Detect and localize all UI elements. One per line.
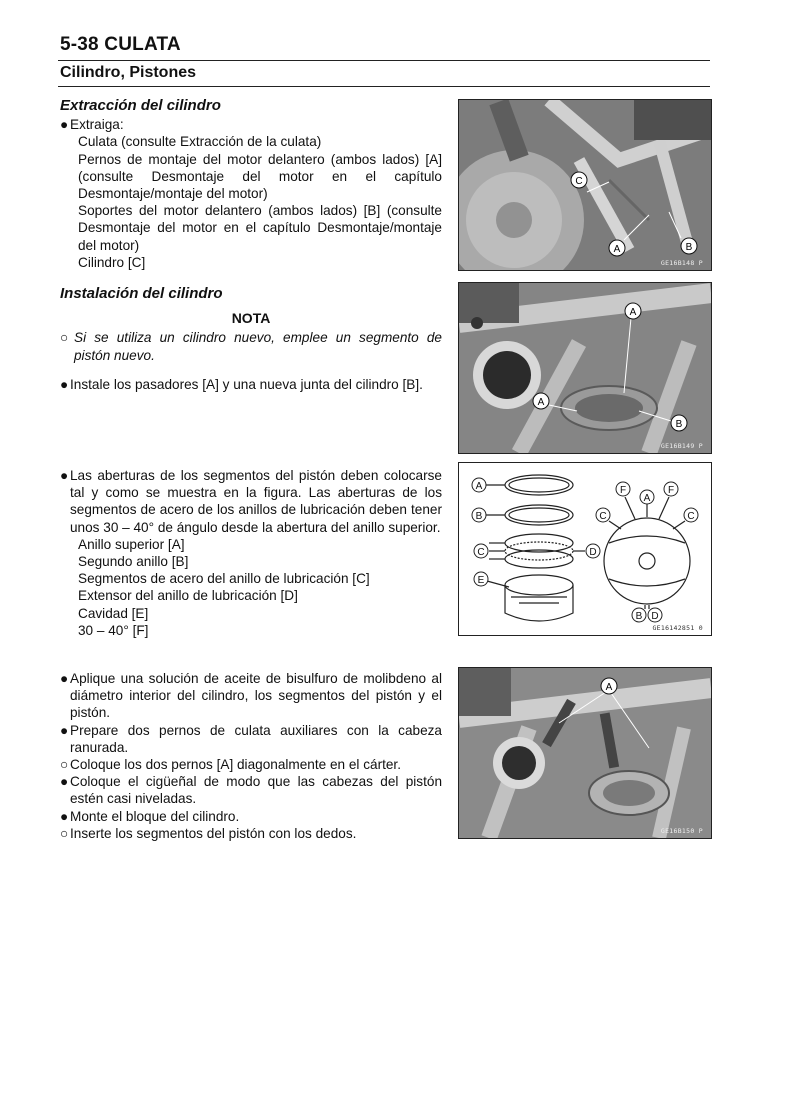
diagram-label: B [475,511,483,522]
diagram-label: C [477,547,485,558]
final-step [60,808,442,825]
step-marker: ● [60,722,69,738]
header-rule [58,60,710,61]
diagram-label: A [475,481,483,492]
photo-auxiliary-bolts-art [459,668,711,838]
diagram-label: A [643,493,651,504]
photo-cylinder-removal [458,99,712,271]
ring-item: Cavidad [E] [78,605,149,621]
step-rings-text: Las aberturas de los segmentos del pistón deben colocarse tal y como se muestra en la figura. Las aberturas de los segmentos de acero de los anillos de lubricación deben tener unos 30 – 40° de ángulo desde la abertura del anillo superior. [70,468,442,535]
section-rule [58,86,710,87]
circle-marker: ○ [60,330,69,346]
ring-section [60,467,442,639]
callout-label: B [685,242,693,253]
final-step [60,756,442,773]
final-step-text: Prepare dos pernos de culata auxiliares con la cabeza ranurada. [70,722,442,755]
bullet-marker: ● [60,376,69,392]
callout-label: A [537,397,545,408]
step-rings [60,467,442,536]
step-marker: ○ [60,825,69,841]
removal-item: Pernos de montaje del motor delantero (ambos lados) [A] (consulte Desmontaje del motor en el capítulo Desmontaje/montaje del motor) [78,151,442,202]
bullet-marker: ● [60,117,69,133]
removal-bullet-text: Extraiga: [70,117,124,133]
step-marker: ● [60,774,69,790]
installation-title: Instalación del cilindro [60,285,223,302]
step-marker: ● [60,808,69,824]
diagram-label: F [667,485,675,496]
final-step [60,722,442,756]
final-step-text: Aplique una solución de aceite de bisulfuro de molibdeno al diámetro interior del cilindro, los segmentos del pistón y el pistón. [70,671,442,721]
figure-code: GE16142851 0 [652,624,703,632]
step-dowels-text: Instale los pasadores [A] y una nueva junta del cilindro [B]. [70,376,423,392]
callout-label: A [605,682,613,693]
callout-label: A [629,307,637,318]
note-body: Si se utiliza un cilindro nuevo, emplee un segmento de pistón nuevo. [74,330,442,363]
piston-ring-diagram [458,462,712,636]
section-title: Cilindro, Pistones [60,64,197,81]
figure-code: GE16B150 P [660,827,703,835]
final-step [60,773,442,807]
step-dowels [60,376,442,393]
removal-bullet [60,116,442,133]
note-heading: NOTA [231,310,271,327]
removal-item: Cilindro [C] [78,254,146,270]
ring-item: Segundo anillo [B] [78,554,189,570]
final-step-text: Inserte los segmentos del pistón con los dedos. [70,825,357,841]
step-marker: ○ [60,757,69,773]
diagram-label: B [635,611,643,622]
ring-item: Anillo superior [A] [78,536,185,552]
final-step-text: Monte el bloque del cilindro. [70,808,240,824]
final-step [60,670,442,722]
figure-code: GE16B148 P [660,259,703,267]
diagram-label: D [651,611,659,622]
piston-ring-diagram-art [459,463,711,635]
removal-item: Soportes del motor delantero (ambos lados) [B] (consulte Desmontaje del motor en el capítulo Desmontaje/montaje del motor) [78,203,442,253]
callout-label: B [675,419,683,430]
callout-label: A [613,244,621,255]
diagram-label: C [687,511,695,522]
installation-section [60,285,442,393]
callout-label: C [575,176,583,187]
diagram-label: D [589,547,597,558]
final-step-text: Coloque el cigüeñal de modo que las cabezas del pistón estén casi niveladas. [70,774,442,807]
removal-item: Culata (consulte Extracción de la culata) [78,134,322,150]
final-steps [60,670,442,842]
photo-cylinder-removal-art [459,100,711,270]
removal-title: Extracción del cilindro [60,97,221,114]
ring-item: 30 – 40° [F] [78,622,149,638]
ring-item: Extensor del anillo de lubricación [D] [78,588,298,604]
removal-section [60,97,442,271]
diagram-label: E [477,575,485,586]
bullet-marker: ● [60,468,69,483]
diagram-label: F [619,485,627,496]
ring-item: Segmentos de acero del anillo de lubricación [C] [78,571,370,587]
photo-auxiliary-bolts [458,667,712,839]
page-title: 5-38 CULATA [60,34,181,55]
photo-dowels-gasket-art [459,283,711,453]
photo-dowels-gasket [458,282,712,454]
note-text [60,329,442,363]
diagram-label: C [599,511,607,522]
final-step [60,825,442,842]
final-step-text: Coloque los dos pernos [A] diagonalmente en el cárter. [70,757,401,773]
step-marker: ● [60,671,69,686]
figure-code: GE16B149 P [660,442,703,450]
